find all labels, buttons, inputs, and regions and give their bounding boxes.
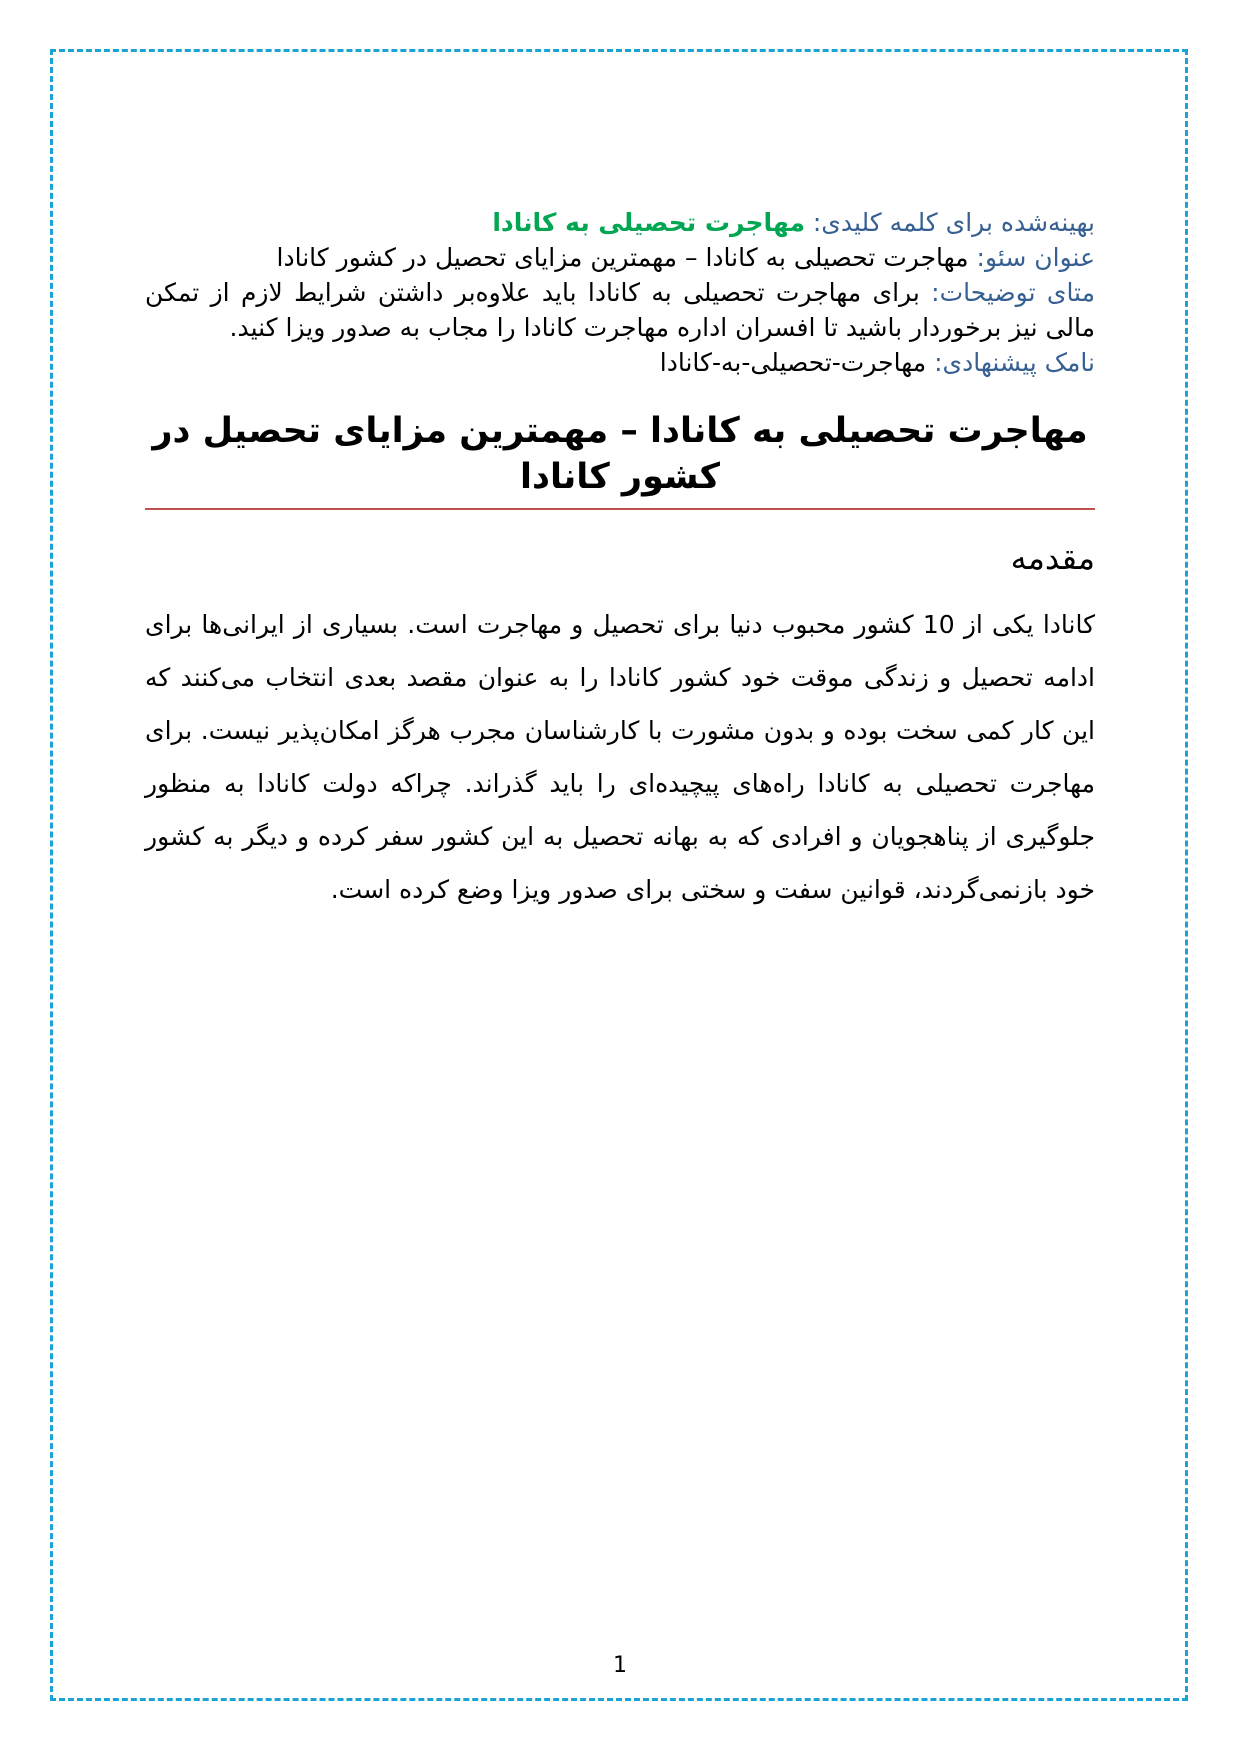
meta-slug-value: مهاجرت-تحصیلی-به-کانادا [659, 348, 927, 377]
meta-keyword-line [145, 205, 1095, 240]
page-number: 1 [613, 1653, 627, 1678]
meta-slug-line [145, 345, 1095, 380]
document-body [145, 205, 1095, 916]
meta-keyword-label: بهینه‌شده برای کلمه کلیدی: [812, 208, 1095, 237]
meta-slug-label: نامک پیشنهادی: [934, 348, 1095, 377]
meta-seo-title-label: عنوان سئو: [976, 243, 1095, 272]
meta-description-line [145, 275, 1095, 345]
meta-description-value: برای مهاجرت تحصیلی به کانادا باید علاوه‌بر داشتن شرایط لازم از تمکن مالی نیز برخوردار باشید تا افسران اداره مهاجرت کانادا را مجاب به صدور ویزا کنید. [145, 278, 1095, 342]
introduction-paragraph: کانادا یکی از 10 کشور محبوب دنیا برای تحصیل و مهاجرت است. بسیاری از ایرانی‌ها برای ادامه تحصیل و زندگی موقت خود کشور کانادا را به عنوان مقصد بعدی انتخاب می‌کنند که این کار کمی سخت بوده و بدون مشورت با کارشناسان مجرب هرگز امکان‌پذیر نیست. برای مهاجرت تحصیلی به کانادا راه‌های پیچیده‌ای را باید گذراند. چراکه دولت کانادا به منظور جلوگیری از پناهجویان و افرادی که به بهانه تحصیل به این کشور سفر کرده و دیگر به کشور خود بازنمی‌گردند، قوانین سفت و سختی برای صدور ویزا وضع کرده است. [145, 610, 1095, 904]
meta-description-label: متای توضیحات: [931, 278, 1095, 307]
seo-meta-block [145, 205, 1095, 380]
meta-seo-title-value: مهاجرت تحصیلی به کانادا – مهمترین مزایای تحصیل در کشور کانادا [276, 243, 969, 272]
meta-keyword-value: مهاجرت تحصیلی به کانادا [492, 208, 805, 237]
meta-seo-title-line [145, 240, 1095, 275]
document-title: مهاجرت تحصیلی به کانادا – مهمترین مزایای تحصیل در کشور کانادا [145, 408, 1095, 510]
section-heading-introduction: مقدمه [1010, 539, 1095, 577]
